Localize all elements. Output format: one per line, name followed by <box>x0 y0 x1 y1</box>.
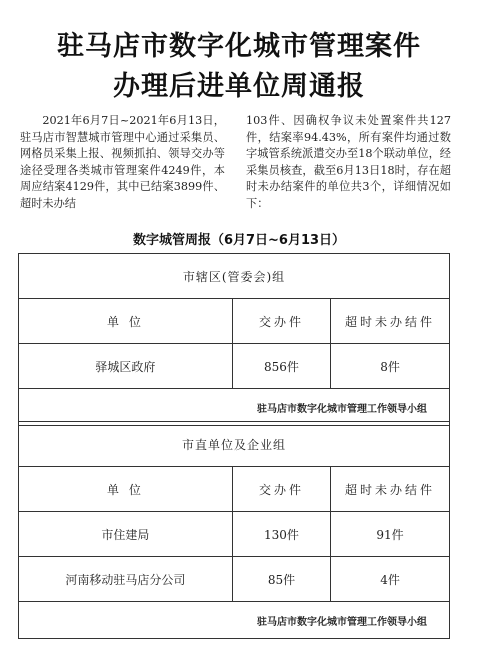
column-header-overdue: 超时未办结件 <box>331 299 450 344</box>
cell-overdue: 4件 <box>331 557 450 602</box>
column-header-assigned: 交办件 <box>232 467 330 512</box>
cell-assigned: 130件 <box>232 512 330 557</box>
table-footer-signature: 驻马店市数字化城市管理工作领导小组 <box>19 602 450 639</box>
municipal-group-table <box>18 421 450 639</box>
body-paragraph-right: 103件、因确权争议未处置案件共127件，结案率94.43%，所有案件均通过数字城管系统派遣交办至18个联动单位，经采集员核查，截至6月13日18时，存在超时未办结案件的单位共3个，详细情况如下： <box>246 114 451 210</box>
column-header-unit: 单 位 <box>19 299 233 344</box>
column-header-unit: 单 位 <box>19 467 233 512</box>
table-header-row <box>19 299 450 344</box>
table-row <box>19 557 450 602</box>
district-group-table <box>18 253 450 426</box>
cell-assigned: 856件 <box>232 344 330 389</box>
cell-unit: 河南移动驻马店分公司 <box>19 557 233 602</box>
table-row <box>19 512 450 557</box>
table-header-row <box>19 467 450 512</box>
table-group-title: 市辖区(管委会)组 <box>19 254 450 299</box>
table-row <box>19 344 450 389</box>
cell-unit: 驿城区政府 <box>19 344 233 389</box>
cell-overdue: 8件 <box>331 344 450 389</box>
report-subtitle: 数字城管周报（6月7日~6月13日） <box>132 233 346 248</box>
cell-assigned: 85件 <box>232 557 330 602</box>
body-paragraph-left: 2021年6月7日~2021年6月13日，驻马店市智慧城市管理中心通过采集员、网格员采集上报、视频抓拍、领导交办等途径受理各类城市管理案件4249件，本周应结案4129件，其中已结案3899件、超时未办结 <box>20 114 225 210</box>
table-group-title: 市直单位及企业组 <box>19 422 450 467</box>
cell-unit: 市住建局 <box>19 512 233 557</box>
column-header-overdue: 超时未办结件 <box>331 467 450 512</box>
cell-overdue: 91件 <box>331 512 450 557</box>
page-title-line-2: 办理后进单位周通报 <box>113 71 365 102</box>
page-title-line-1: 驻马店市数字化城市管理案件 <box>57 31 421 62</box>
column-header-assigned: 交办件 <box>232 299 330 344</box>
table-footer-signature: 驻马店市数字化城市管理工作领导小组 <box>19 389 450 426</box>
